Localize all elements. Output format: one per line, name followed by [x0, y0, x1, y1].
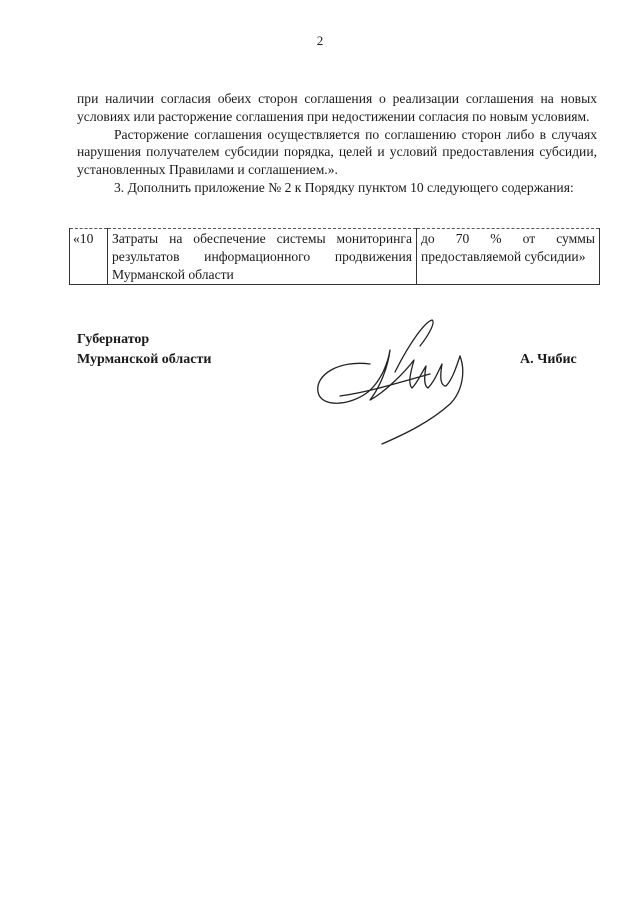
signatory-name: А. Чибис — [520, 352, 577, 367]
amendment-table — [69, 228, 600, 285]
paragraph-continuation: при наличии согласия обеих сторон соглашения о реализации соглашения на новых условиях или расторжение соглашения при недостижении согласия по новым условиям. — [77, 91, 597, 124]
signatory-title: Губернатор — [77, 332, 150, 347]
document-body — [77, 90, 597, 197]
expense-amount-cell: до 70 % от суммы предоставляемой субсидии» — [417, 229, 600, 285]
signatory-region: Мурманской области — [77, 352, 212, 367]
signatory-position — [77, 330, 211, 370]
handwritten-signature — [310, 312, 490, 452]
page-number: 2 — [316, 33, 324, 48]
expense-description-cell: Затраты на обеспечение системы мониторинга результатов информационного продвижения Мурманской области — [108, 229, 417, 285]
paragraph-termination: Расторжение соглашения осуществляется по соглашению сторон либо в случаях нарушения получателем субсидии порядка, целей и условий предоставления субсидии, установленных Правилами и соглашением.». — [77, 126, 597, 178]
row-number-cell: «10 — [70, 229, 108, 285]
paragraph-amendment: 3. Дополнить приложение № 2 к Порядку пунктом 10 следующего содержания: — [114, 179, 574, 195]
table-row — [70, 229, 600, 285]
